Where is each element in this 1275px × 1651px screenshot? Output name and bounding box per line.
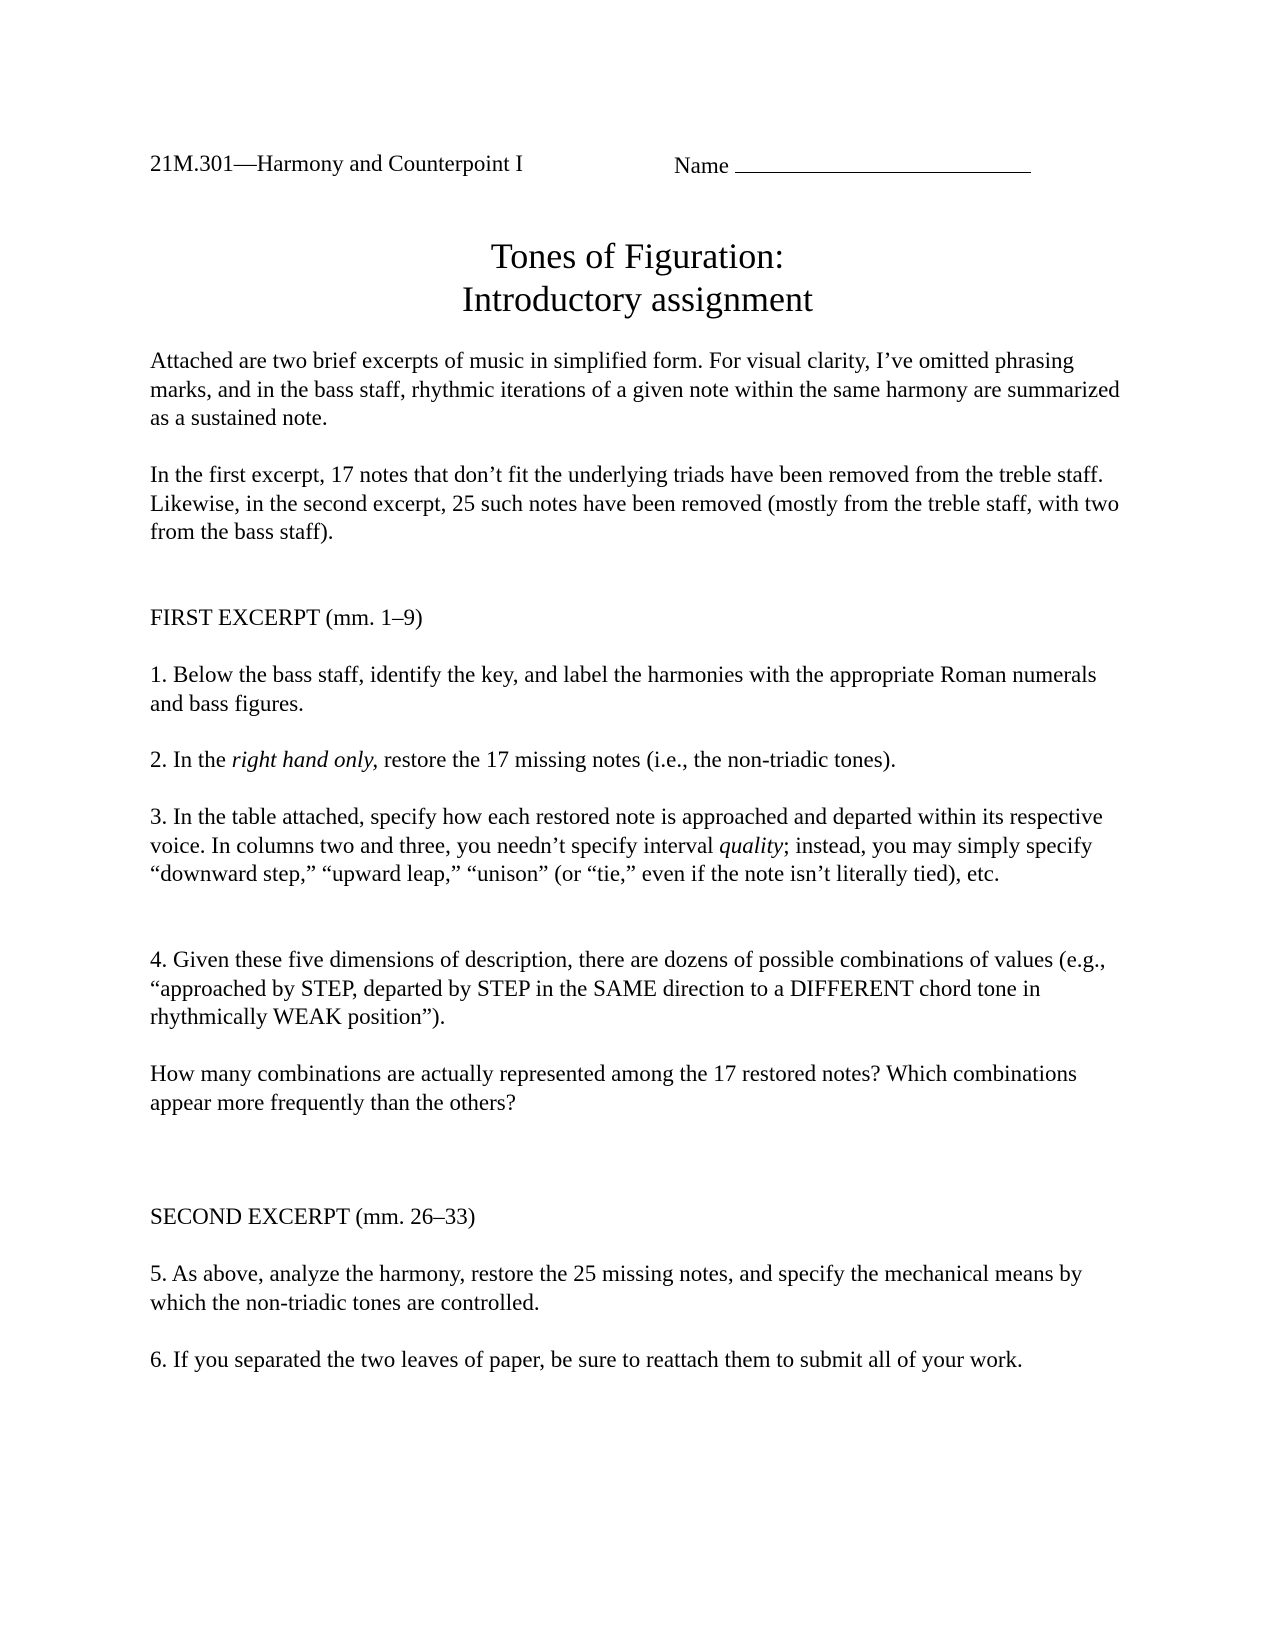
course-title: 21M.301—Harmony and Counterpoint I [150,151,524,176]
question-3-emphasis: quality [719,832,784,858]
question-4-followup: How many combinations are actually represented among the 17 restored notes? Which combinations appear more frequently than the others? [150,1061,1077,1115]
question-3 [150,803,1125,889]
intro-paragraph-1: Attached are two brief excerpts of music in simplified form. For visual clarity, I’ve omitted phrasing marks, and in the bass staff, rhythmic iterations of a given note within the same harmony are summarized as a sustained note. [150,348,1120,430]
question-3-lead: 3. In the table attached, specify how each restored note is approached and departed within its respective voice. In columns two and three, you needn’t specify interval [150,804,1103,858]
second-excerpt-heading: SECOND EXCERPT (mm. 26–33) [150,1204,476,1229]
first-excerpt-heading: FIRST EXCERPT (mm. 1–9) [150,605,423,630]
name-label: Name [674,153,729,178]
question-2-lead: 2. In the [150,747,232,772]
question-3-rest: ; instead, you may simply specify “downward step,” “upward leap,” “unison” (or “tie,” even if the note isn’t literally tied), etc. [150,832,1093,886]
question-6: 6. If you separated the two leaves of paper, be sure to reattach them to submit all of your work. [150,1347,1023,1372]
question-2 [150,746,1125,775]
question-5: 5. As above, analyze the harmony, restore the 25 missing notes, and specify the mechanical means by which the non-triadic tones are controlled. [150,1261,1083,1315]
name-blank-line [735,150,1031,173]
question-2-rest: restore the 17 missing notes (i.e., the non-triadic tones). [378,747,897,772]
name-field [674,150,1031,180]
question-1: 1. Below the bass staff, identify the key, and label the harmonies with the appropriate Roman numerals and bass figures. [150,662,1097,716]
question-2-emphasis: right hand only, [231,747,379,772]
assignment-title [0,235,1275,321]
title-line-1: Tones of Figuration: [490,236,785,276]
intro-paragraph-2: In the first excerpt, 17 notes that don’t fit the underlying triads have been removed from the treble staff. Likewise, in the second excerpt, 25 such notes have been removed (mostly from the treble staff, with two from the bass staff). [150,462,1120,544]
title-line-2: Introductory assignment [462,279,813,319]
question-4: 4. Given these five dimensions of description, there are dozens of possible combinations of values (e.g., “approached by STEP, departed by STEP in the SAME direction to a DIFFERENT chord tone in rhythmically WEAK position”). [150,947,1106,1029]
